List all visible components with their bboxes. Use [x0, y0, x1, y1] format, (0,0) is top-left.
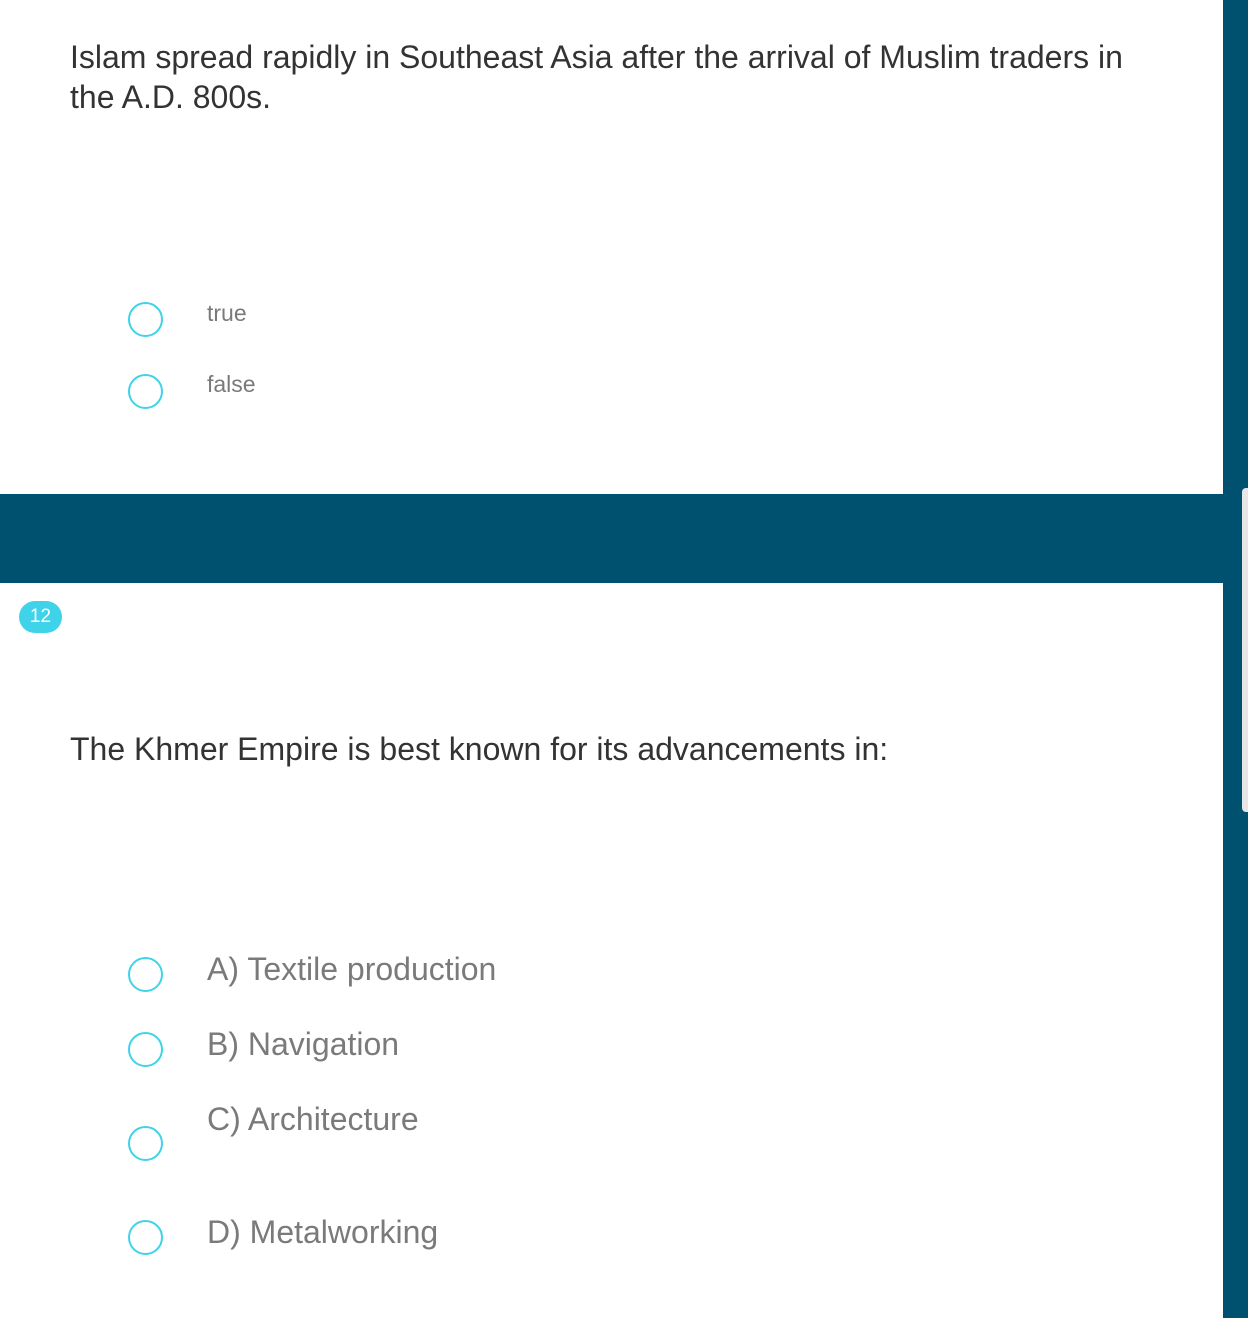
- radio-unchecked-icon[interactable]: [128, 1032, 163, 1067]
- option-label: A) Textile production: [207, 951, 497, 987]
- option-label: B) Navigation: [207, 1026, 400, 1062]
- option-label: C) Architecture: [207, 1101, 419, 1137]
- option-label: true: [207, 300, 247, 326]
- radio-unchecked-icon[interactable]: [128, 302, 163, 337]
- section-divider: [0, 494, 1223, 583]
- option-c[interactable]: [128, 1100, 828, 1160]
- scrollbar-thumb[interactable]: [1242, 488, 1248, 812]
- radio-unchecked-icon[interactable]: [128, 374, 163, 409]
- option-d[interactable]: [128, 1214, 828, 1279]
- option-b[interactable]: [128, 1026, 828, 1091]
- option-a[interactable]: [128, 951, 828, 1016]
- option-label: D) Metalworking: [207, 1214, 439, 1250]
- radio-unchecked-icon[interactable]: [128, 1126, 163, 1161]
- question-number-badge: 12: [19, 601, 62, 633]
- radio-unchecked-icon[interactable]: [128, 957, 163, 992]
- question-text: Islam spread rapidly in Southeast Asia after the arrival of Muslim traders in the A.D. 800s.: [70, 39, 1123, 115]
- question-text: The Khmer Empire is best known for its advancements in:: [70, 731, 889, 767]
- radio-unchecked-icon[interactable]: [128, 1220, 163, 1255]
- option-false[interactable]: [128, 371, 828, 434]
- option-label: false: [207, 371, 256, 397]
- option-true[interactable]: [128, 302, 828, 362]
